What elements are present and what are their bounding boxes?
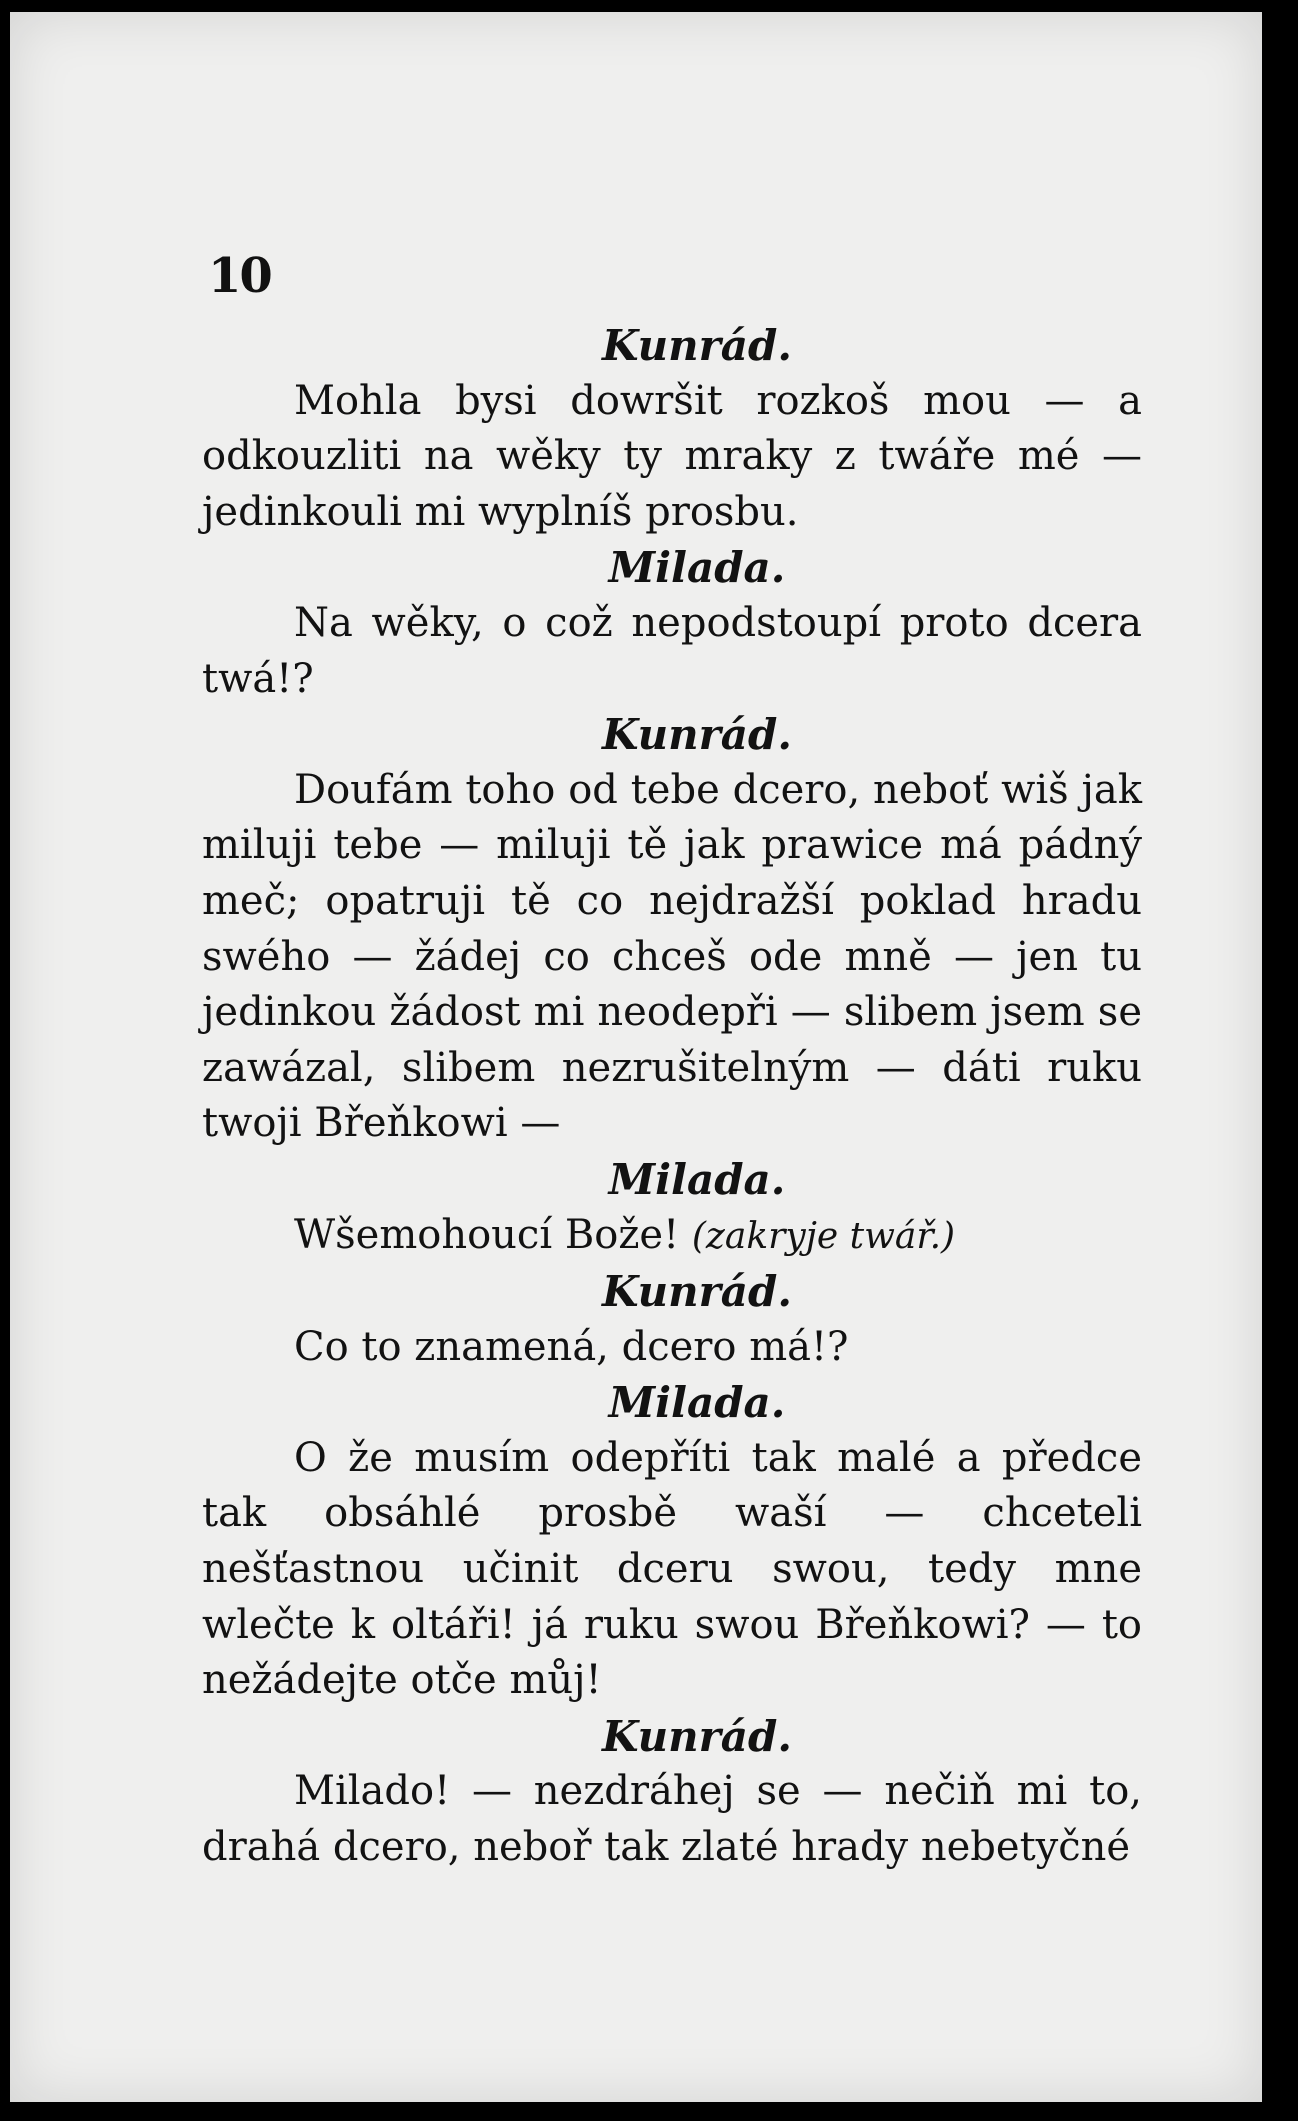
dialogue-text: Wšemohoucí Bože! [294, 1211, 680, 1258]
dialogue-text: Na wěky, o což nepodstoupí proto dcera twá!? [202, 599, 1142, 702]
dialogue-text: Doufám toho od tebe dcero, neboť wiš jak miluji tebe — miluji tě jak prawice má pádný meč; opatruji tě co nejdražší poklad hradu swého — žádej co chceš ode mně — jen tu jedinkou žádost mi neodepři — slibem jsem se zawázal, slibem nezrušitelným — dáti ruku twoji Břeňkowi — [202, 766, 1142, 1147]
dialogue-paragraph [202, 1431, 1142, 1709]
dialogue-text: Mohla bysi dowršit rozkoš mou — a odkouzliti na wěky ty mraky z twáře mé — jedinkouli mi wyplníš prosbu. [202, 377, 1142, 535]
scan-edge [1262, 12, 1298, 2121]
speaker-name: Kunrád. [602, 710, 792, 760]
page-text [202, 318, 1142, 1876]
speaker-name: Kunrád. [602, 1267, 792, 1317]
dialogue-paragraph [202, 1320, 1142, 1376]
dialogue-paragraph [202, 374, 1142, 541]
page-number: 10 [208, 248, 271, 304]
dialogue-paragraph [202, 763, 1142, 1152]
dialogue-text: Co to znamená, dcero má!? [294, 1323, 849, 1370]
dialogue-text: Milado! — nezdráhej se — nečiň mi to, drahá dcero, neboř tak zlaté hrady nebetyčné [202, 1768, 1142, 1871]
dialogue-paragraph [202, 1208, 1142, 1265]
speaker-name: Milada. [608, 1154, 786, 1204]
dialogue-text: O že musím odepříti tak malé a předce tak obsáhlé prosbě waší — chceteli nešťastnou učinit dceru swou, tedy mne wlečte k oltáři! já ruku swou Břeňkowi? — to nežádejte otče můj! [202, 1434, 1142, 1704]
speaker-name: Milada. [608, 543, 786, 593]
stage-direction: (zakryje twář.) [691, 1215, 956, 1257]
speaker-name: Milada. [608, 1378, 786, 1428]
speaker-name: Kunrád. [602, 1711, 792, 1761]
speaker-name: Kunrád. [602, 321, 792, 370]
dialogue-paragraph [202, 1764, 1142, 1875]
dialogue-paragraph [202, 596, 1142, 707]
